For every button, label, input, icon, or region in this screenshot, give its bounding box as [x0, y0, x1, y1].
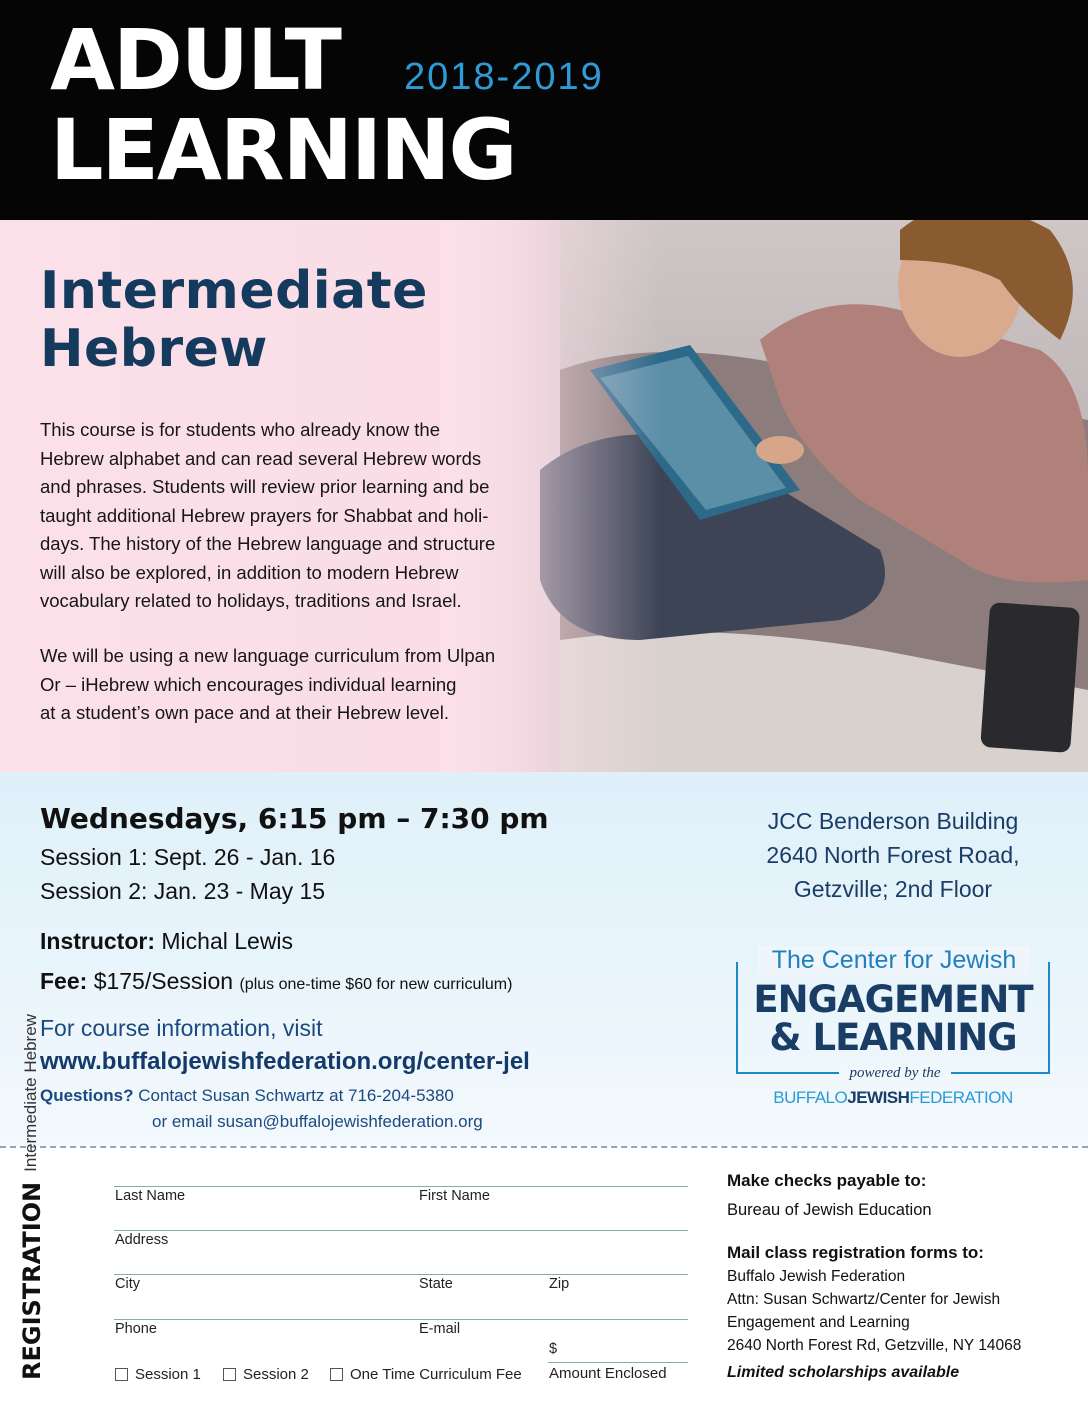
instructor-name: Michal Lewis [161, 928, 294, 954]
logo-learning: & LEARNING [769, 1016, 1017, 1059]
header-title-learning: LEARNING [50, 101, 516, 199]
fee [40, 968, 512, 995]
venue-city-floor: Getzville; 2nd Floor [793, 876, 993, 902]
description-line: This course is for students who already know the [40, 419, 440, 440]
header-banner [0, 0, 1088, 220]
header-year: 2018-2019 [404, 56, 604, 98]
checks-payee: Bureau of Jewish Education [727, 1201, 932, 1219]
form-rule [114, 1186, 688, 1187]
session-2-checkbox[interactable] [223, 1366, 309, 1383]
venue-name: JCC Benderson Building [767, 808, 1019, 834]
zip-label: Zip [549, 1276, 570, 1292]
form-rule [114, 1230, 688, 1231]
class-schedule: Wednesdays, 6:15 pm – 7:30 pm [40, 802, 549, 835]
checkbox-box[interactable] [115, 1368, 128, 1381]
curriculum-fee-label: One Time Curriculum Fee [350, 1366, 522, 1383]
checkbox-box[interactable] [330, 1368, 343, 1381]
mail-line-1: Buffalo Jewish Federation [727, 1268, 906, 1285]
course-description [40, 416, 570, 616]
email-label: E-mail [419, 1321, 461, 1337]
header-title-adult: ADULT [50, 11, 340, 109]
fed-buffalo: BUFFALO [773, 1088, 848, 1107]
description-line: days. The history of the Hebrew language and structure [40, 533, 496, 554]
course-title [40, 262, 428, 378]
description-line: Hebrew alphabet and can read several Hebrew words [40, 447, 482, 469]
curriculum-fee-checkbox[interactable] [330, 1366, 522, 1383]
curriculum-description [40, 642, 570, 728]
city-label: City [115, 1276, 140, 1292]
session-1-checkbox[interactable] [115, 1366, 201, 1383]
description-line: will also be explored, in addition to modern Hebrew [40, 561, 459, 583]
form-rule [114, 1319, 688, 1320]
amount-rule [548, 1362, 688, 1363]
fee-amount: $175/Session [93, 968, 234, 994]
federation-logo [736, 1088, 1050, 1108]
description-line: and phrases. Students will review prior learning and be [40, 476, 490, 497]
venue-address: 2640 North Forest Road, [766, 842, 1020, 868]
instructor-label: Instructor: [40, 928, 155, 954]
logo-powered-by [738, 1065, 1052, 1082]
form-rule [114, 1274, 688, 1275]
registration-subtitle: Intermediate Hebrew [21, 1014, 41, 1172]
fed-federation: FEDERATION [909, 1088, 1013, 1107]
fee-label: Fee: [40, 968, 88, 994]
session-2-dates: Session 2: Jan. 23 - May 15 [40, 878, 326, 904]
email-contact[interactable]: or email susan@buffalojewishfederation.org [152, 1112, 483, 1131]
curriculum-line: Or – iHebrew which encourages individual learning [40, 673, 457, 695]
checks-heading: Make checks payable to: [727, 1171, 927, 1190]
registration-heading [18, 1014, 46, 1380]
visit-text: For course information, visit [40, 1015, 323, 1041]
questions-label: Questions? [40, 1086, 134, 1105]
course-url-link[interactable]: www.buffalojewishfederation.org/center-jel [40, 1048, 530, 1075]
logo-engagement: ENGAGEMENT [753, 978, 1033, 1021]
center-jel-logo [736, 946, 1050, 1081]
fee-note: (plus one-time $60 for new curriculum) [239, 976, 513, 993]
address-label: Address [115, 1232, 169, 1248]
questions-contact [40, 1086, 454, 1106]
course-title-line1: Intermediate [40, 261, 428, 321]
description-line: vocabulary related to holidays, traditions and Israel. [40, 590, 462, 611]
fed-jewish: JEWISH [847, 1088, 910, 1107]
instructor [40, 928, 293, 955]
hero-section [0, 220, 1088, 772]
mail-line-4: 2640 North Forest Rd, Getzville, NY 14068 [727, 1337, 1022, 1354]
curriculum-line: We will be using a new language curriculum from Ulpan [40, 645, 496, 666]
mail-heading: Mail class registration forms to: [727, 1243, 984, 1262]
course-title-line2: Hebrew [40, 319, 268, 379]
curriculum-line: at a student’s own pace and at their Hebrew level. [40, 702, 449, 723]
scholarships-note: Limited scholarships available [727, 1364, 960, 1381]
session-2-label: Session 2 [243, 1366, 309, 1383]
logo-top-text: The Center for Jewish [758, 946, 1030, 975]
session-1-dates: Session 1: Sept. 26 - Jan. 16 [40, 844, 336, 870]
checkbox-box[interactable] [223, 1368, 236, 1381]
last-name-label: Last Name [115, 1188, 186, 1204]
questions-text: Contact Susan Schwartz at 716-204-5380 [138, 1086, 454, 1105]
session-1-label: Session 1 [135, 1366, 201, 1383]
logo-powered-text: powered by the [839, 1065, 950, 1081]
phone-label: Phone [115, 1321, 157, 1337]
state-label: State [419, 1276, 453, 1292]
mail-line-2: Attn: Susan Schwartz/Center for Jewish [727, 1291, 1001, 1308]
amount-enclosed-label: Amount Enclosed [549, 1365, 667, 1382]
mail-line-3: Engagement and Learning [727, 1314, 910, 1331]
dollar-sign: $ [549, 1341, 558, 1357]
registration-title: REGISTRATION [18, 1181, 46, 1380]
cut-line-divider [0, 1146, 1088, 1148]
first-name-label: First Name [419, 1188, 490, 1204]
description-line: taught additional Hebrew prayers for Shabbat and holi- [40, 504, 489, 526]
